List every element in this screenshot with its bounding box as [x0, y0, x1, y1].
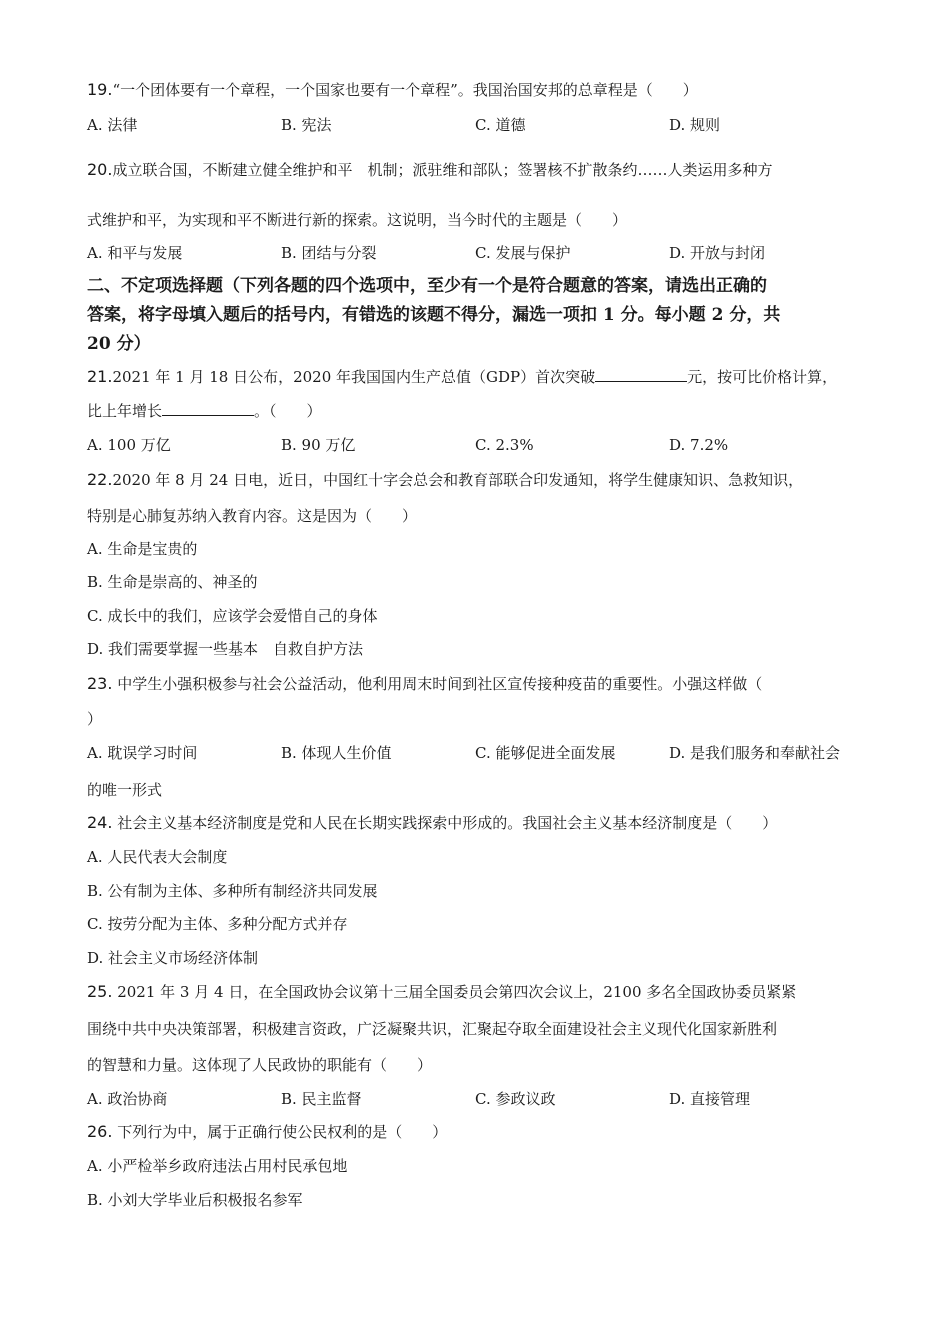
q21-option-b: B. 90 万亿 — [281, 436, 356, 454]
question-number: 22. — [87, 470, 113, 489]
q22-option-d: D. 我们需要掌握一些基本 自救自护方法 — [87, 640, 364, 658]
q23-option-d-cont: 的唯一形式 — [87, 781, 163, 799]
q26-option-b: B. 小刘大学毕业后积极报名参军 — [87, 1191, 303, 1209]
q19-option-d: D. 规则 — [669, 116, 721, 134]
question-text: 2021 年 3 月 4 日，在全国政协会议第十三届全国委员会第四次会议上，2100 多名全国政协委员紧紧 — [112, 983, 797, 1001]
question-23-stem — [87, 674, 762, 694]
question-23-stem-cont: ） — [87, 710, 103, 728]
question-24-stem — [87, 813, 777, 833]
question-26-stem — [87, 1122, 447, 1142]
question-number: 20. — [87, 160, 113, 179]
question-number: 25. — [87, 982, 113, 1001]
q24-option-d: D. 社会主义市场经济体制 — [87, 949, 259, 967]
question-text: 成立联合国，不断建立健全维护和平 机制；派驻维和部队；签署核不扩散条约……人类运用多种方 — [112, 161, 773, 179]
q24-option-c: C. 按劳分配为主体、多种分配方式并存 — [87, 915, 348, 933]
q21-option-a: A. 100 万亿 — [87, 436, 171, 454]
q20-option-b: B. 团结与分裂 — [281, 244, 377, 262]
question-25-stem-cont-2: 的智慧和力量。这体现了人民政协的职能有（ ） — [87, 1056, 433, 1074]
question-text: 元，按可比价格计算， — [687, 368, 838, 386]
question-number: 19. — [87, 80, 113, 99]
question-text: 。（ ） — [254, 402, 322, 420]
q25-option-a: A. 政治协商 — [87, 1090, 168, 1108]
question-text: “一个团体要有一个章程，一个国家也要有一个章程”。我国治国安邦的总章程是（ ） — [112, 81, 698, 99]
q25-option-c: C. 参政议政 — [475, 1090, 556, 1108]
question-number: 24. — [87, 813, 113, 832]
section-heading-line-3: 20 分） — [87, 334, 151, 354]
question-21-stem-cont — [87, 401, 322, 421]
q23-option-c: C. 能够促进全面发展 — [475, 744, 616, 762]
question-number: 26. — [87, 1122, 113, 1141]
q21-option-d: D. 7.2% — [669, 436, 729, 454]
q19-option-c: C. 道德 — [475, 116, 526, 134]
question-text: 比上年增长 — [87, 402, 163, 420]
q19-option-a: A. 法律 — [87, 116, 138, 134]
question-number: 23. — [87, 674, 113, 693]
q26-option-a: A. 小严检举乡政府违法占用村民承包地 — [87, 1157, 348, 1175]
question-number: 21. — [87, 367, 113, 386]
question-19-stem — [87, 80, 698, 100]
q23-option-b: B. 体现人生价值 — [281, 744, 392, 762]
question-20-stem-cont: 式维护和平，为实现和平不断进行新的探索。这说明，当今时代的主题是（ ） — [87, 211, 628, 229]
q23-option-d: D. 是我们服务和奉献社会 — [669, 744, 841, 762]
q21-option-c: C. 2.3% — [475, 436, 534, 454]
q22-option-b: B. 生命是崇高的、神圣的 — [87, 573, 258, 591]
question-text: 2021 年 1 月 18 日公布，2020 年我国国内生产总值（GDP）首次突破 — [112, 368, 596, 386]
q25-option-d: D. 直接管理 — [669, 1090, 751, 1108]
question-text: 中学生小强积极参与社会公益活动，他利用周末时间到社区宣传接种疫苗的重要性。小强这样做（ — [112, 675, 763, 693]
q24-option-a: A. 人民代表大会制度 — [87, 848, 228, 866]
q22-option-a: A. 生命是宝贵的 — [87, 540, 198, 558]
question-25-stem — [87, 982, 796, 1002]
q25-option-b: B. 民主监督 — [281, 1090, 362, 1108]
q23-option-a: A. 耽误学习时间 — [87, 744, 198, 762]
q19-option-b: B. 宪法 — [281, 116, 332, 134]
question-22-stem-cont: 特别是心肺复苏纳入教育内容。这是因为（ ） — [87, 507, 418, 525]
fill-blank — [162, 401, 254, 416]
q22-option-c: C. 成长中的我们，应该学会爱惜自己的身体 — [87, 607, 378, 625]
question-20-stem — [87, 160, 772, 180]
question-text: 下列行为中，属于正确行使公民权利的是（ ） — [112, 1123, 448, 1141]
question-text: 社会主义基本经济制度是党和人民在长期实践探索中形成的。我国社会主义基本经济制度是（ ） — [112, 814, 778, 832]
q20-option-d: D. 开放与封闭 — [669, 244, 766, 262]
q20-option-c: C. 发展与保护 — [475, 244, 571, 262]
fill-blank — [595, 367, 687, 382]
question-22-stem — [87, 470, 803, 490]
section-heading-line-1: 二、不定项选择题（下列各题的四个选项中，至少有一个是符合题意的答案，请选出正确的 — [87, 276, 767, 296]
question-21-stem — [87, 367, 837, 387]
question-text: 2020 年 8 月 24 日电，近日，中国红十字会总会和教育部联合印发通知，将学生健康知识、急救知识， — [112, 471, 804, 489]
section-heading-line-2: 答案，将字母填入题后的括号内，有错选的该题不得分，漏选一项扣 1 分。每小题 2 分，共 — [87, 305, 781, 325]
q20-option-a: A. 和平与发展 — [87, 244, 183, 262]
question-25-stem-cont-1: 围绕中共中央决策部署，积极建言资政，广泛凝聚共识，汇聚起夺取全面建设社会主义现代化国家新胜利 — [87, 1020, 778, 1038]
q24-option-b: B. 公有制为主体、多种所有制经济共同发展 — [87, 882, 378, 900]
